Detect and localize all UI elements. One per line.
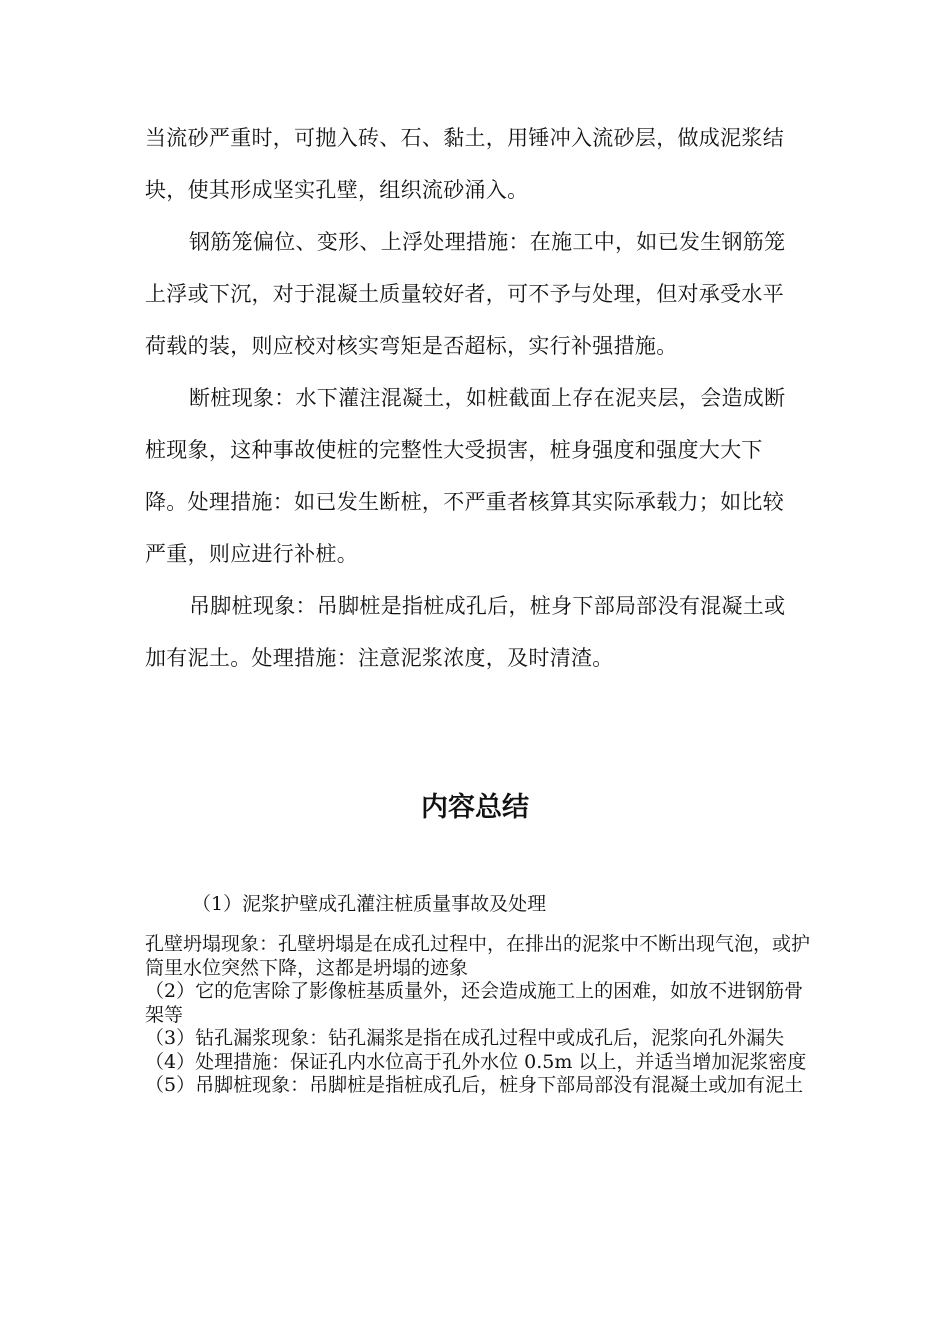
paragraph-hanging-pile: 吊脚桩现象：吊脚桩是指桩成孔后，桩身下部局部没有混凝土或加有泥土。处理措施：注意泥浆浓度，及时清渣。 — [145, 594, 786, 670]
list-item: （4）处理措施：保证孔内水位高于孔外水位 0.5m 以上，并适当增加泥浆密度 — [145, 1050, 807, 1073]
list-item: （5）吊脚桩现象：吊脚桩是指桩成孔后，桩身下部局部没有混凝土或加有泥土 — [145, 1074, 804, 1096]
section-title: 内容总结 — [421, 792, 529, 823]
list-item: 孔壁坍塌现象：孔壁坍塌是在成孔过程中，在排出的泥浆中不断出现气泡，或护筒里水位突然下降，这都是坍塌的迹象 — [145, 933, 811, 979]
summary-list — [145, 933, 810, 1098]
paragraph-rebar-cage: 钢筋笼偏位、变形、上浮处理措施：在施工中，如已发生钢筋笼上浮或下沉，对于混凝土质量较好者，可不予与处理，但对承受水平荷载的装，则应校对核实弯矩是否超标，实行补强措施。 — [145, 230, 786, 358]
summary-heading: （1）泥浆护壁成孔灌注桩质量事故及处理 — [192, 893, 547, 915]
paragraph-broken-pile: 断桩现象：水下灌注混凝土，如桩截面上存在泥夹层，会造成断桩现象，这种事故使桩的完整性大受损害，桩身强度和强度大大下降。处理措施：如已发生断桩，不严重者核算其实际承载力；如比较严重，则应进行补桩。 — [145, 386, 786, 566]
body-text — [145, 112, 805, 684]
paragraph-quicksand-continuation: 当流砂严重时，可抛入砖、石、黏土，用锤冲入流砂层，做成泥浆结块，使其形成坚实孔壁，组织流砂涌入。 — [145, 126, 784, 202]
list-item: （2）它的危害除了影像桩基质量外，还会造成施工上的困难，如放不进钢筋骨架等 — [145, 980, 804, 1026]
list-item: （3）钻孔漏浆现象：钻孔漏浆是指在成孔过程中或成孔后，泥浆向孔外漏失 — [145, 1027, 785, 1049]
